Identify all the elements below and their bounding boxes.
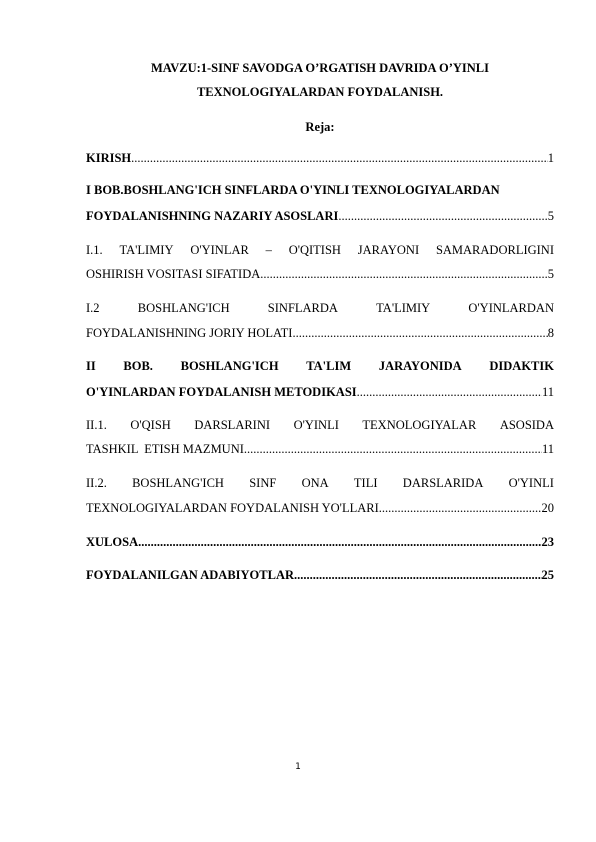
toc-entry-bob1-line2[interactable] <box>86 208 554 224</box>
toc-entry-bob2-line1[interactable] <box>86 358 554 374</box>
toc-word: DARSLARIDA <box>402 476 484 490</box>
toc-entry-text: KIRISH <box>86 151 132 165</box>
toc-word: O'QITISH <box>288 243 341 257</box>
toc-word: TA'LIMIY <box>376 301 431 315</box>
page-number-footer: 1 <box>295 762 301 772</box>
toc-word: – <box>265 243 272 257</box>
toc-leader-dots <box>131 150 548 166</box>
toc-leader-dots <box>294 567 541 583</box>
toc-leader-dots <box>260 266 548 282</box>
toc-entry-text: OSHIRISH VOSITASI SIFATIDA <box>86 267 261 281</box>
toc-word: O'QISH <box>130 418 171 432</box>
toc-entry-text: O'YINLARDAN FOYDALANISH METODIKASI <box>86 385 357 399</box>
title-line-1: MAVZU:1-SINF SAVODGA O’RGATISH DAVRIDA O’YINLI <box>151 61 489 75</box>
toc-page-number: 23 <box>541 535 554 549</box>
toc-word: II.2. <box>86 476 107 490</box>
toc-entry-kirish[interactable] <box>86 150 554 166</box>
toc-leader-dots <box>138 534 541 550</box>
toc-word: JARAYONIDA <box>378 359 462 373</box>
toc-leader-dots <box>292 325 547 341</box>
toc-word: II <box>86 359 96 373</box>
toc-entry-s2-1-line2[interactable] <box>86 441 554 457</box>
toc-page-number: 20 <box>541 501 554 515</box>
toc-word: II.1. <box>86 418 107 432</box>
toc-entry-text: TASHKIL ETISH MAZMUNI <box>86 442 244 456</box>
toc-leader-dots <box>244 441 542 457</box>
toc-leader-dots <box>338 208 547 224</box>
toc-entry-text: FOYDALANISHNING JORIY HOLATI <box>86 326 293 340</box>
toc-page-number: 8 <box>547 326 554 340</box>
toc-word: TA'LIM <box>306 359 352 373</box>
toc-entry-s1-1-line1[interactable] <box>86 242 554 258</box>
toc-entry-s1-2-line2[interactable] <box>86 325 554 341</box>
toc-page-number: 5 <box>547 267 554 281</box>
toc-word: O'YINLAR <box>190 243 249 257</box>
toc-word: ONA <box>301 476 329 490</box>
toc-entry-s2-1-line1[interactable] <box>86 417 554 433</box>
toc-word: O'YINLI <box>293 418 339 432</box>
toc-page-number: 5 <box>547 209 554 223</box>
toc-page-number: 25 <box>541 568 554 582</box>
toc-entry-s1-2-line1[interactable] <box>86 300 554 316</box>
plan-heading: Reja: <box>305 120 335 134</box>
toc-word: O'YINLI <box>508 476 554 490</box>
toc-entry-text: XULOSA <box>86 535 139 549</box>
toc-word: DARSLARINI <box>194 418 271 432</box>
toc-entry-bob2-line2[interactable] <box>86 384 554 400</box>
toc-entry-s2-2-line1[interactable] <box>86 475 554 491</box>
toc-word: BOSHLANG'ICH <box>132 476 224 490</box>
toc-entry-text: I BOB.BOSHLANG'ICH SINFLARDA O'YINLI TEXNOLOGIYALARDAN <box>86 183 500 197</box>
toc-entry-text: FOYDALANISHNING NAZARIY ASOSLARI <box>86 209 339 223</box>
toc-word: SINFLARDA <box>267 301 338 315</box>
toc-word: BOSHLANG'ICH <box>137 301 230 315</box>
toc-entry-adabiyotlar[interactable] <box>86 567 554 583</box>
toc-word: SAMARADORLIGINI <box>435 243 554 257</box>
toc-word: BOSHLANG'ICH <box>180 359 279 373</box>
toc-entry-bob1-line1[interactable] <box>86 182 554 198</box>
toc-word: DIDAKTIK <box>489 359 554 373</box>
toc-entry-s1-1-line2[interactable] <box>86 266 554 282</box>
toc-word: TEXNOLOGIYALAR <box>362 418 477 432</box>
toc-word: ASOSIDA <box>499 418 554 432</box>
toc-page-number: 11 <box>541 385 554 399</box>
toc-entry-text: FOYDALANILGAN ADABIYOTLAR <box>86 568 295 582</box>
toc-word: O'YINLARDAN <box>468 301 554 315</box>
toc-entry-s2-2-line2[interactable] <box>86 500 554 516</box>
toc-entry-text: TEXNOLOGIYALARDAN FOYDALANISH YO'LLARI <box>86 501 379 515</box>
toc-word: I.1. <box>86 243 103 257</box>
toc-page-number: 11 <box>541 442 554 456</box>
toc-word: I.2 <box>86 301 100 315</box>
document-title <box>70 56 570 104</box>
toc-word: TILI <box>353 476 378 490</box>
toc-word: BOB. <box>123 359 153 373</box>
title-line-2: TEXNOLOGIYALARDAN FOYDALANISH. <box>196 85 444 99</box>
toc-leader-dots <box>357 384 542 400</box>
toc-page-number: 1 <box>547 151 554 165</box>
toc-entry-xulosa[interactable] <box>86 534 554 550</box>
toc-word: SINF <box>249 476 277 490</box>
toc-leader-dots <box>379 500 542 516</box>
toc-word: TA'LIMIY <box>119 243 174 257</box>
toc-word: JARAYONI <box>357 243 420 257</box>
